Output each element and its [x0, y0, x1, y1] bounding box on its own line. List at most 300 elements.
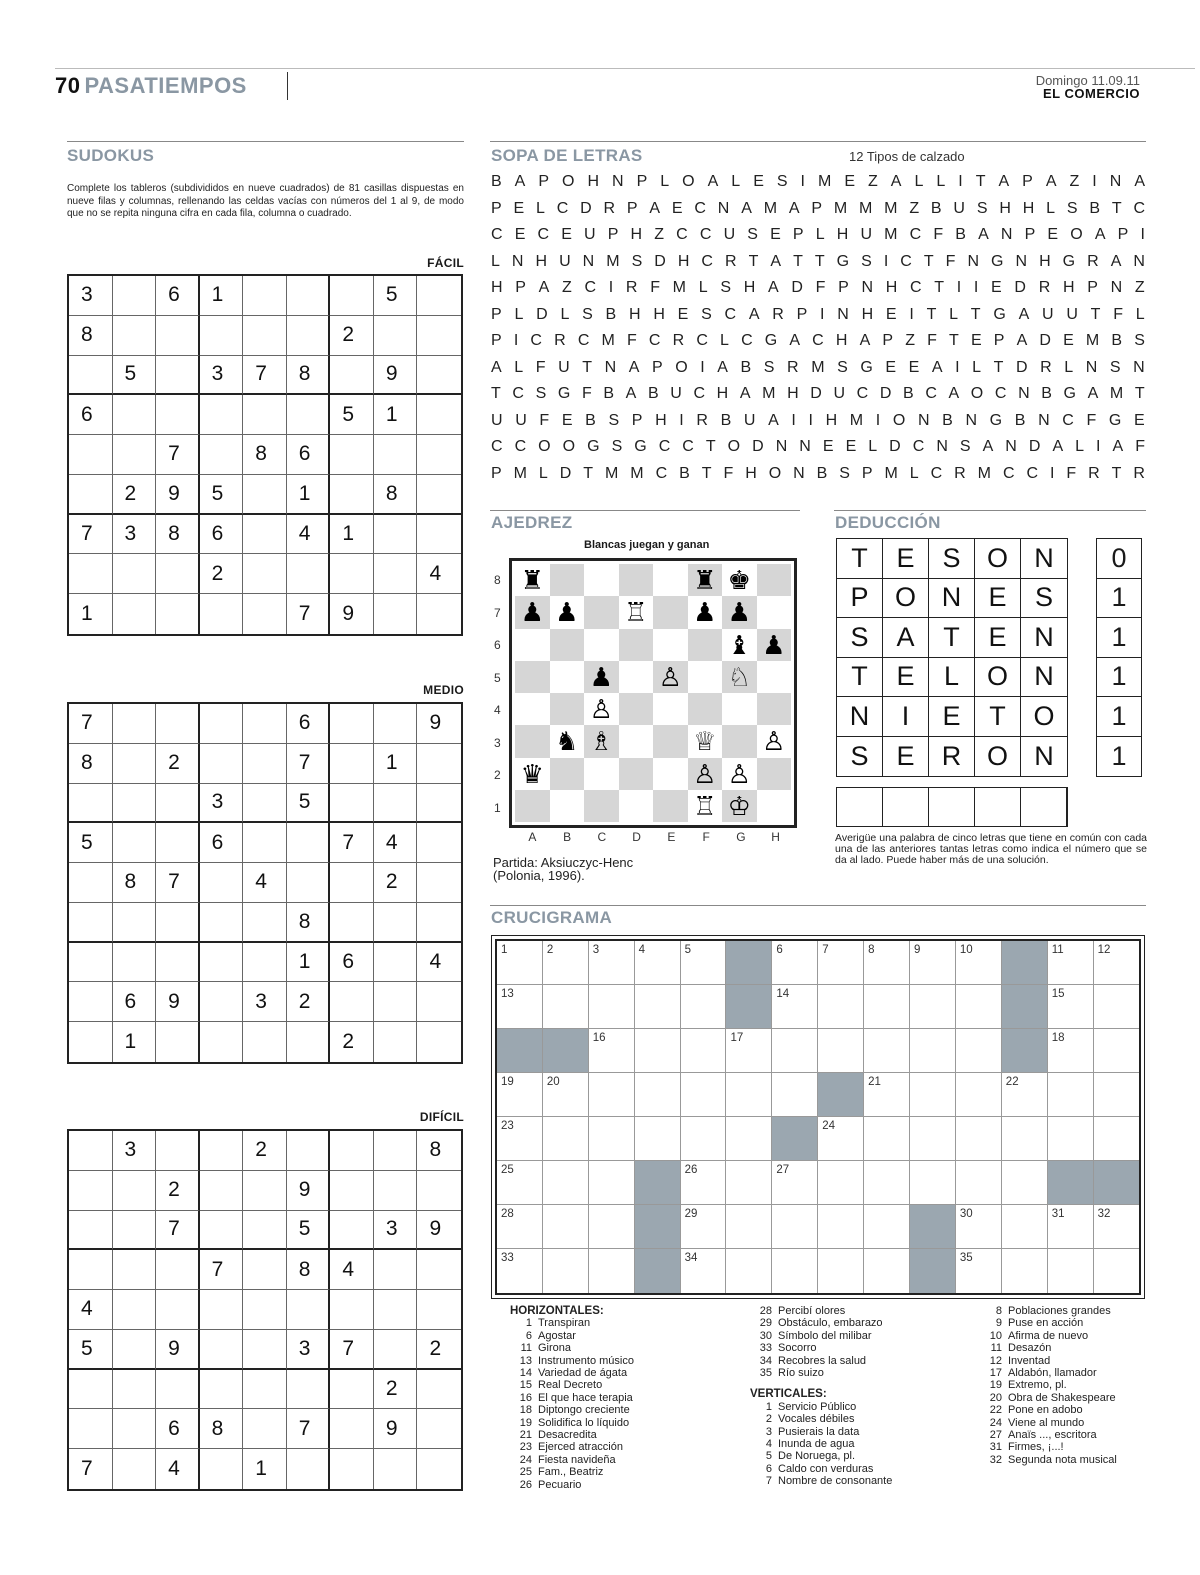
clue-item[interactable]	[750, 1355, 980, 1367]
sudoku-cell[interactable]	[243, 594, 287, 634]
word-search-letter[interactable]: O	[675, 358, 688, 376]
sudoku-cell[interactable]	[113, 276, 157, 316]
clue-item[interactable]	[750, 1330, 980, 1342]
sudoku-cell[interactable]	[374, 435, 418, 475]
word-search-letter[interactable]: F	[927, 332, 937, 350]
sudoku-cell[interactable]	[330, 475, 374, 515]
sudoku-cell[interactable]	[200, 1370, 244, 1410]
crossword-cell[interactable]	[956, 1029, 1002, 1073]
word-search-letter[interactable]: P	[491, 305, 502, 323]
crossword-cell[interactable]: 19	[497, 1073, 543, 1117]
crossword-cell[interactable]	[864, 985, 910, 1029]
word-search-letter[interactable]: S	[747, 226, 758, 244]
word-search-letter[interactable]: F	[1113, 305, 1123, 323]
word-search-letter[interactable]: I	[1049, 464, 1055, 482]
sudoku-cell[interactable]	[200, 744, 244, 784]
word-search-letter[interactable]: L	[660, 173, 670, 191]
word-search-letter[interactable]: A	[767, 279, 779, 297]
word-search-letter[interactable]: R	[1038, 279, 1051, 297]
word-search-letter[interactable]: B	[1089, 199, 1100, 217]
word-search-letter[interactable]: U	[833, 385, 846, 403]
word-search-letter[interactable]: L	[815, 226, 825, 244]
sudoku-cell[interactable]	[330, 784, 374, 824]
sudoku-cell[interactable]	[330, 982, 374, 1022]
sudoku-cell[interactable]	[69, 1171, 113, 1211]
word-search-letter[interactable]: L	[720, 332, 729, 350]
word-search-letter[interactable]: P	[1117, 226, 1129, 244]
crossword-cell[interactable]	[681, 1073, 727, 1117]
word-search-letter[interactable]: M	[605, 464, 619, 482]
word-search-letter[interactable]: N	[861, 279, 874, 297]
sudoku-cell[interactable]	[243, 1409, 287, 1449]
word-search-letter[interactable]: L	[514, 305, 524, 323]
word-search-letter[interactable]: S	[720, 279, 731, 297]
sudoku-cell[interactable]	[113, 704, 157, 744]
crossword-cell[interactable]	[818, 1249, 864, 1293]
word-search-letter[interactable]: U	[743, 411, 756, 429]
word-search-letter[interactable]: H	[630, 226, 643, 244]
word-search-letter[interactable]: N	[1038, 411, 1050, 429]
sudoku-cell[interactable]	[330, 435, 374, 475]
word-search-letter[interactable]: R	[1087, 252, 1099, 270]
word-search-letter[interactable]: C	[694, 199, 706, 217]
word-search-letter[interactable]: U	[670, 385, 682, 403]
word-search-letter[interactable]: U	[860, 226, 873, 244]
sudoku-cell[interactable]	[243, 704, 287, 744]
chess-square[interactable]	[515, 693, 550, 725]
sudoku-cell[interactable]	[287, 1449, 331, 1489]
word-search-letter[interactable]: C	[912, 438, 925, 456]
chess-square[interactable]	[722, 725, 757, 757]
crossword-cell[interactable]	[543, 1161, 589, 1205]
word-search-letter[interactable]: B	[605, 305, 617, 323]
chess-square[interactable]	[653, 629, 688, 661]
chess-square[interactable]: ♟	[515, 596, 550, 628]
crossword-cell[interactable]	[543, 985, 589, 1029]
word-search-letter[interactable]: R	[787, 358, 799, 376]
word-search-letter[interactable]: L	[1135, 305, 1145, 323]
sudoku-cell[interactable]	[69, 1250, 113, 1290]
sudoku-cell[interactable]	[200, 943, 244, 983]
chess-square[interactable]: ♔	[722, 790, 757, 822]
clue-item[interactable]	[980, 1417, 1180, 1429]
word-search-letter[interactable]: T	[926, 305, 937, 323]
word-search-letter[interactable]: C	[925, 385, 937, 403]
sudoku-cell[interactable]	[417, 1449, 461, 1489]
sudoku-cell[interactable]	[156, 1131, 200, 1171]
sudoku-cell[interactable]	[243, 1370, 287, 1410]
word-search-letter[interactable]: C	[724, 305, 737, 323]
clue-item[interactable]	[510, 1479, 740, 1491]
crossword-cell[interactable]	[726, 1249, 772, 1293]
word-search-letter[interactable]: E	[561, 226, 572, 244]
word-search-letter[interactable]: A	[538, 279, 550, 297]
word-search-letter[interactable]: A	[1052, 438, 1064, 456]
word-search-letter[interactable]: R	[554, 332, 566, 350]
word-search-letter[interactable]: L	[538, 464, 548, 482]
crossword-cell[interactable]	[772, 1029, 818, 1073]
word-search-letter[interactable]: H	[885, 279, 898, 297]
word-search-letter[interactable]: H	[836, 226, 849, 244]
crossword-cell[interactable]	[1094, 1029, 1140, 1073]
word-search-letter[interactable]: O	[892, 411, 906, 429]
sudoku-cell[interactable]	[417, 784, 461, 824]
crossword-cell[interactable]	[635, 1073, 681, 1117]
word-search-letter[interactable]: T	[1111, 199, 1122, 217]
sudoku-cell[interactable]	[69, 435, 113, 475]
word-search-letter[interactable]: H	[535, 252, 548, 270]
word-search-letter[interactable]: T	[1090, 305, 1101, 323]
crossword-cell[interactable]	[543, 1205, 589, 1249]
chess-square[interactable]: ♙	[727, 758, 751, 789]
word-search-letter[interactable]: R	[625, 279, 638, 297]
crossword-cell[interactable]: 11	[1048, 941, 1094, 985]
sudoku-cell[interactable]	[287, 823, 331, 863]
word-search-letter[interactable]: R	[696, 411, 708, 429]
word-search-letter[interactable]: B	[603, 385, 615, 403]
sudoku-cell[interactable]	[330, 1370, 374, 1410]
sudoku-cell[interactable]	[374, 1449, 418, 1489]
sudoku-cell[interactable]	[69, 982, 113, 1022]
word-search-letter[interactable]: S	[608, 411, 620, 429]
word-search-letter[interactable]: I	[820, 305, 825, 323]
crossword-cell[interactable]: 4	[635, 941, 681, 985]
clue-item[interactable]	[510, 1367, 740, 1379]
word-search-letter[interactable]: U	[515, 411, 527, 429]
crossword-cell[interactable]	[635, 1029, 681, 1073]
word-search-letter[interactable]: U	[1066, 305, 1078, 323]
sudoku-cell[interactable]	[156, 1370, 200, 1410]
word-search-letter[interactable]: I	[909, 305, 914, 323]
sudoku-cell[interactable]	[113, 1370, 157, 1410]
sudoku-cell[interactable]	[243, 1290, 287, 1330]
word-search-letter[interactable]: A	[948, 385, 960, 403]
crossword-cell[interactable]: 28	[497, 1205, 543, 1249]
word-search-letter[interactable]: U	[559, 252, 571, 270]
word-search-letter[interactable]: P	[792, 226, 804, 244]
word-search-letter[interactable]: R	[725, 252, 737, 270]
word-search-letter[interactable]: C	[701, 252, 713, 270]
sudoku-cell[interactable]	[374, 316, 418, 356]
chess-square[interactable]	[584, 629, 619, 661]
clue-item[interactable]	[980, 1367, 1180, 1379]
clue-item[interactable]	[510, 1355, 740, 1367]
word-search-letter[interactable]: C	[556, 199, 569, 217]
sudoku-cell[interactable]	[330, 276, 374, 316]
crossword-cell[interactable]	[589, 985, 635, 1029]
sudoku-cell[interactable]	[200, 982, 244, 1022]
crossword-cell[interactable]	[589, 1205, 635, 1249]
word-search-letter[interactable]: U	[1042, 305, 1054, 323]
sudoku-cell[interactable]	[69, 356, 113, 396]
sudoku-cell[interactable]	[287, 554, 331, 594]
sudoku-cell[interactable]	[417, 1250, 461, 1290]
word-search-letter[interactable]: Z	[1069, 173, 1080, 191]
word-search-letter[interactable]: T	[934, 279, 945, 297]
word-search-letter[interactable]: B	[903, 385, 914, 403]
sudoku-cell[interactable]	[156, 356, 200, 396]
crossword-cell[interactable]	[681, 985, 727, 1029]
sudoku-cell[interactable]	[156, 823, 200, 863]
sudoku-cell[interactable]	[243, 784, 287, 824]
clue-item[interactable]	[510, 1466, 740, 1478]
word-search-letter[interactable]: G	[1063, 385, 1076, 403]
word-search-letter[interactable]: D	[889, 438, 901, 456]
word-search-letter[interactable]: H	[655, 411, 667, 429]
word-search-letter[interactable]: S	[763, 358, 775, 376]
sudoku-cell[interactable]	[417, 863, 461, 903]
word-search-letter[interactable]: B	[491, 173, 502, 191]
sudoku-cell[interactable]	[374, 1290, 418, 1330]
word-search-letter[interactable]: F	[626, 332, 637, 350]
word-search-letter[interactable]: T	[993, 358, 1004, 376]
word-search-letter[interactable]: T	[582, 358, 593, 376]
word-search-letter[interactable]: T	[705, 438, 716, 456]
sudoku-cell[interactable]	[287, 863, 331, 903]
chess-square[interactable]	[550, 790, 585, 822]
word-search-letter[interactable]: Z	[562, 279, 572, 297]
word-search-letter[interactable]: I	[700, 358, 705, 376]
chess-square[interactable]	[688, 629, 723, 661]
chess-square[interactable]	[550, 564, 585, 596]
word-search-letter[interactable]: H	[743, 279, 756, 297]
sudoku-cell[interactable]	[243, 943, 287, 983]
word-search-letter[interactable]: M	[884, 199, 898, 217]
word-search-letter[interactable]: I	[791, 411, 796, 429]
crossword-cell[interactable]	[1002, 1249, 1048, 1293]
clue-item[interactable]	[980, 1404, 1180, 1416]
word-search-letter[interactable]: P	[651, 358, 663, 376]
crossword-cell[interactable]: 5	[681, 941, 727, 985]
clue-item[interactable]	[980, 1342, 1180, 1354]
word-search-letter[interactable]: O	[970, 385, 984, 403]
word-search-letter[interactable]: R	[1040, 358, 1052, 376]
sudoku-cell[interactable]	[417, 823, 461, 863]
word-search-letter[interactable]: L	[698, 279, 708, 297]
sudoku-cell[interactable]	[69, 943, 113, 983]
word-search-letter[interactable]: P	[1022, 173, 1033, 191]
clue-item[interactable]	[980, 1454, 1180, 1466]
word-search-letter[interactable]: E	[845, 438, 857, 456]
word-search-letter[interactable]: N	[965, 411, 978, 429]
word-search-letter[interactable]: A	[649, 199, 661, 217]
crossword-cell[interactable]	[635, 985, 681, 1029]
sudoku-cell[interactable]	[374, 704, 418, 744]
chess-square[interactable]	[619, 758, 654, 790]
word-search-letter[interactable]: N	[1018, 385, 1030, 403]
sudoku-cell[interactable]	[417, 903, 461, 943]
word-search-letter[interactable]: B	[585, 411, 596, 429]
chess-square[interactable]	[584, 596, 619, 628]
word-search-letter[interactable]: H	[861, 305, 874, 323]
sudoku-cell[interactable]	[200, 1290, 244, 1330]
sudoku-cell[interactable]	[330, 1449, 374, 1489]
crossword-cell[interactable]	[726, 1117, 772, 1161]
crossword-cell[interactable]	[1094, 985, 1140, 1029]
word-search-letter[interactable]: P	[1087, 279, 1098, 297]
crossword-cell[interactable]	[956, 1073, 1002, 1117]
word-search-letter[interactable]: P	[631, 411, 643, 429]
word-search-letter[interactable]: C	[655, 464, 668, 482]
word-search-letter[interactable]: H	[628, 305, 641, 323]
word-search-letter[interactable]: F	[535, 358, 546, 376]
word-search-letter[interactable]: S	[1066, 199, 1078, 217]
sudoku-cell[interactable]	[330, 744, 374, 784]
word-search-letter[interactable]: N	[1085, 358, 1098, 376]
word-search-letter[interactable]: R	[672, 332, 685, 350]
word-search-letter[interactable]: A	[1087, 385, 1099, 403]
sudoku-cell[interactable]	[287, 1131, 331, 1171]
word-search-letter[interactable]: P	[1024, 226, 1036, 244]
crossword-cell[interactable]	[589, 1161, 635, 1205]
word-search-letter[interactable]: H	[677, 252, 690, 270]
crossword-cell[interactable]	[818, 985, 864, 1029]
clue-item[interactable]	[510, 1330, 740, 1342]
word-search-letter[interactable]: S	[837, 358, 848, 376]
sudoku-cell[interactable]	[374, 1250, 418, 1290]
crossword-cell[interactable]: 32	[1094, 1205, 1140, 1249]
word-search-letter[interactable]: B	[1014, 411, 1026, 429]
word-search-letter[interactable]: P	[607, 226, 619, 244]
word-search-letter[interactable]: C	[812, 332, 824, 350]
sudoku-cell[interactable]	[200, 1022, 244, 1062]
word-search-letter[interactable]: L	[1046, 199, 1055, 217]
word-search-letter[interactable]: Z	[1134, 279, 1145, 297]
word-search-letter[interactable]: M	[811, 358, 825, 376]
sudoku-cell[interactable]	[69, 1211, 113, 1251]
word-search-letter[interactable]: R	[1133, 464, 1145, 482]
chess-square[interactable]	[619, 790, 654, 822]
word-search-letter[interactable]: T	[923, 252, 934, 270]
sudoku-cell[interactable]	[243, 276, 287, 316]
sudoku-cell[interactable]	[156, 704, 200, 744]
sudoku-cell[interactable]	[69, 1370, 113, 1410]
word-search-letter[interactable]: I	[955, 358, 960, 376]
sudoku-cell[interactable]	[374, 1171, 418, 1211]
clue-item[interactable]	[980, 1441, 1180, 1453]
crossword-cell[interactable]	[1002, 1205, 1048, 1249]
crossword-cell[interactable]	[772, 1073, 818, 1117]
word-search-letter[interactable]: D	[1039, 332, 1051, 350]
sudoku-cell[interactable]	[156, 784, 200, 824]
chess-square[interactable]	[757, 790, 792, 822]
crossword-cell[interactable]: 14	[772, 985, 818, 1029]
word-search-letter[interactable]: S	[776, 173, 788, 191]
sudoku-cell[interactable]	[113, 1211, 157, 1251]
word-search-letter[interactable]: O	[768, 464, 782, 482]
word-search-letter[interactable]: H	[745, 464, 757, 482]
word-search-letter[interactable]: A	[514, 173, 526, 191]
word-search-letter[interactable]: L	[560, 305, 570, 323]
chess-square[interactable]: ♟	[555, 597, 579, 628]
word-search-letter[interactable]: T	[491, 385, 501, 403]
word-search-letter[interactable]: N	[936, 438, 948, 456]
word-search-letter[interactable]: S	[1134, 332, 1145, 350]
sudoku-cell[interactable]	[200, 594, 244, 634]
sudoku-cell[interactable]	[200, 435, 244, 475]
crossword-cell[interactable]	[818, 1029, 864, 1073]
clue-item[interactable]	[750, 1317, 980, 1329]
word-search-letter[interactable]: P	[626, 199, 638, 217]
word-search-letter[interactable]: S	[976, 199, 988, 217]
chess-square[interactable]	[619, 693, 654, 725]
clue-item[interactable]	[510, 1441, 740, 1453]
sudoku-cell[interactable]	[69, 784, 113, 824]
word-search-letter[interactable]: M	[977, 464, 991, 482]
chess-square[interactable]	[550, 758, 585, 790]
word-search-letter[interactable]: P	[861, 464, 873, 482]
sudoku-cell[interactable]	[69, 1022, 113, 1062]
sudoku-cell[interactable]	[374, 903, 418, 943]
crossword-cell[interactable]: 24	[818, 1117, 864, 1161]
word-search-letter[interactable]: B	[1041, 385, 1052, 403]
chess-square[interactable]	[757, 693, 792, 725]
word-search-letter[interactable]: C	[512, 385, 524, 403]
chess-square[interactable]: ♙	[589, 694, 613, 725]
word-search-letter[interactable]: P	[538, 173, 550, 191]
sudoku-cell[interactable]	[113, 903, 157, 943]
word-search-letter[interactable]: I	[1140, 226, 1145, 244]
word-search-letter[interactable]: C	[1062, 411, 1074, 429]
word-search-letter[interactable]: D	[791, 279, 803, 297]
word-search-letter[interactable]: C	[909, 279, 922, 297]
word-search-letter[interactable]: N	[1133, 252, 1145, 270]
word-search-letter[interactable]: N	[967, 252, 980, 270]
word-search-letter[interactable]: M	[1109, 385, 1124, 403]
word-search-letter[interactable]: U	[953, 199, 965, 217]
word-search-letter[interactable]: D	[879, 385, 892, 403]
word-search-letter[interactable]: I	[1096, 438, 1101, 456]
chess-square[interactable]	[584, 758, 619, 790]
chess-square[interactable]	[653, 564, 688, 596]
chess-square[interactable]: ♙	[762, 726, 786, 757]
chess-square[interactable]: ♟	[757, 629, 792, 661]
crossword-cell[interactable]: 31	[1048, 1205, 1094, 1249]
clue-item[interactable]	[750, 1342, 980, 1354]
word-search-letter[interactable]: R	[1088, 464, 1100, 482]
crossword-cell[interactable]: 12	[1094, 941, 1140, 985]
chess-square[interactable]	[757, 596, 792, 628]
word-search-letter[interactable]: M	[884, 464, 898, 482]
word-search-letter[interactable]: O	[538, 438, 551, 456]
word-search-letter[interactable]: S	[582, 305, 593, 323]
sudoku-cell[interactable]	[330, 356, 374, 396]
word-search-letter[interactable]: A	[1110, 252, 1122, 270]
word-search-letter[interactable]: A	[768, 411, 779, 429]
sudoku-cell[interactable]	[156, 1022, 200, 1062]
word-search-letter[interactable]: N	[793, 464, 805, 482]
word-search-letter[interactable]: A	[741, 199, 752, 217]
chess-square[interactable]: ♕	[693, 726, 717, 757]
word-search-letter[interactable]: O	[562, 173, 575, 191]
word-search-letter[interactable]: B	[647, 385, 659, 403]
word-search-letter[interactable]: M	[672, 279, 686, 297]
word-search-letter[interactable]: N	[799, 438, 811, 456]
crossword-cell[interactable]: 35	[956, 1249, 1002, 1293]
clue-item[interactable]	[750, 1463, 980, 1475]
crossword-cell[interactable]	[956, 985, 1002, 1029]
sudoku-cell[interactable]	[330, 704, 374, 744]
word-search-letter[interactable]: P	[491, 199, 502, 217]
chess-square[interactable]: ♖	[624, 597, 648, 628]
word-search-letter[interactable]: C	[994, 385, 1007, 403]
sudoku-cell[interactable]	[243, 316, 287, 356]
sudoku-cell[interactable]	[243, 1171, 287, 1211]
word-search-letter[interactable]: I	[956, 279, 962, 297]
word-search-letter[interactable]: M	[763, 199, 778, 217]
word-search-letter[interactable]: M	[1085, 332, 1100, 350]
word-search-letter[interactable]: O	[562, 438, 576, 456]
